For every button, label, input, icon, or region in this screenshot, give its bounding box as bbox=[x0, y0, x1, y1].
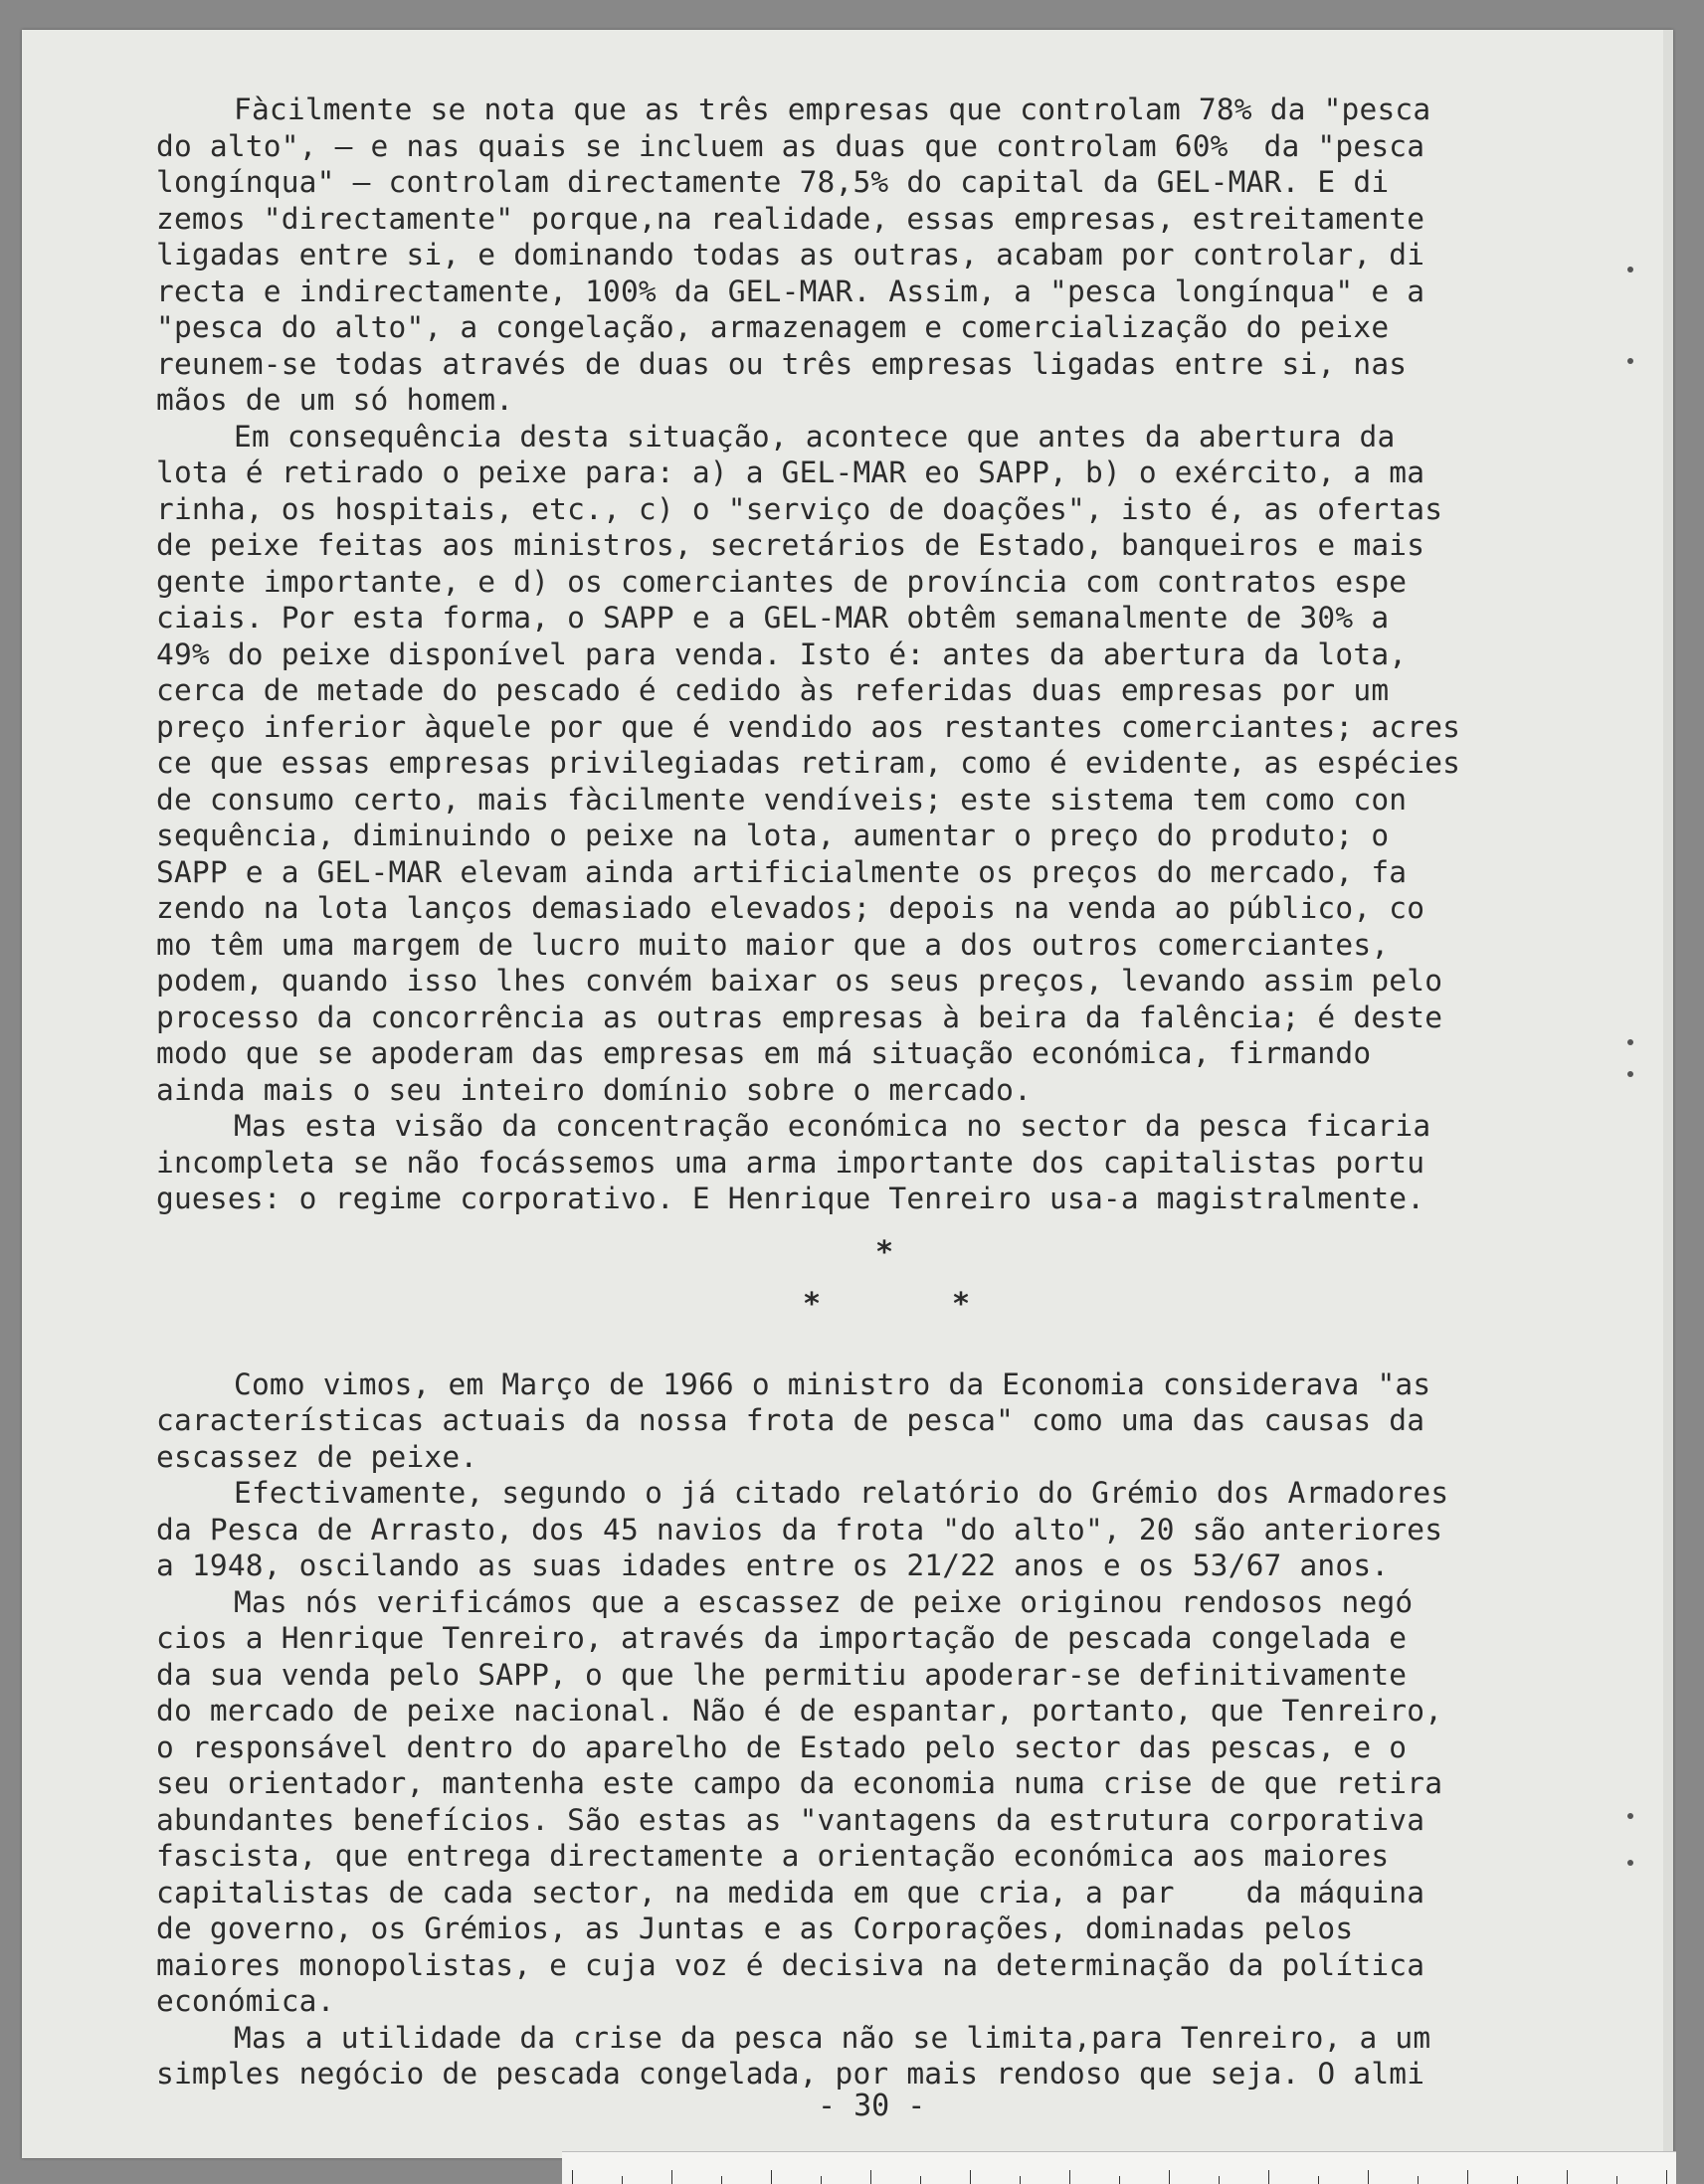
text-line: do mercado de peixe nacional. Não é de espantar, portanto, que Tenreiro, bbox=[156, 1694, 1443, 1728]
paragraph-6 bbox=[156, 1584, 1589, 2020]
paragraph-5 bbox=[156, 1475, 1589, 1584]
text-line: Em consequência desta situação, acontece que antes da abertura da bbox=[234, 419, 1396, 454]
text-line: SAPP e a GEL-MAR elevam ainda artificialmente os preços do mercado, fa bbox=[156, 854, 1408, 889]
document-page bbox=[22, 30, 1673, 2158]
text-line: zemos "directamente" porque,na realidade, essas empresas, estreitamente bbox=[156, 201, 1425, 236]
text-line: da Pesca de Arrasto, dos 45 navios da frota "do alto", 20 são anteriores bbox=[156, 1512, 1443, 1547]
ruler-tick bbox=[1368, 2170, 1369, 2184]
text-line: Mas nós verificámos que a escassez de peixe originou rendosos negó bbox=[234, 1584, 1414, 1619]
text-line: simples negócio de pescada congelada, por mais rendoso que seja. O almi bbox=[156, 2057, 1425, 2091]
ruler-tick bbox=[970, 2170, 971, 2184]
margin-mark bbox=[1627, 1071, 1633, 1077]
ruler-tick bbox=[771, 2170, 772, 2184]
text-line: gueses: o regime corporativo. E Henrique Tenreiro usa-a magistralmente. bbox=[156, 1182, 1425, 1215]
text-line: podem, quando isso lhes convém baixar os seus preços, levando assim pelo bbox=[156, 964, 1443, 998]
margin-mark bbox=[1627, 1039, 1633, 1045]
page-number: - 30 - bbox=[818, 2089, 926, 2123]
text-line: cios a Henrique Tenreiro, através da importação de pescada congelada e bbox=[156, 1621, 1408, 1655]
text-line: de consumo certo, mais fàcilmente vendíveis; este sistema tem como con bbox=[156, 782, 1408, 817]
text-line: o responsável dentro do aparelho de Estado pelo sector das pescas, e o bbox=[156, 1729, 1408, 1764]
text-line: ainda mais o seu inteiro domínio sobre o mercado. bbox=[156, 1072, 1033, 1107]
ruler-tick bbox=[1069, 2170, 1070, 2184]
page-edge bbox=[1663, 30, 1673, 2158]
asterisk-icon: * bbox=[952, 1286, 971, 1322]
text-line: Efectivamente, segundo o já citado relatório do Grémio dos Armadores bbox=[234, 1476, 1449, 1510]
text-line: "pesca do alto", a congelação, armazenagem e comercialização do peixe bbox=[156, 310, 1390, 344]
paragraph-2 bbox=[156, 419, 1589, 1109]
text-line: ligadas entre si, e dominando todas as outras, acabam por controlar, di bbox=[156, 238, 1425, 272]
text-line: lota é retirado o peixe para: a) a GEL-MAR eo SAPP, b) o exército, a ma bbox=[156, 455, 1425, 489]
text-line: Mas a utilidade da crise da pesca não se limita,para Tenreiro, a um bbox=[234, 2020, 1431, 2055]
asterisk-icon: * bbox=[875, 1234, 894, 1270]
paragraph-4 bbox=[156, 1366, 1589, 1476]
text-line: do alto", — e nas quais se incluem as duas que controlam 60% da "pesca bbox=[156, 128, 1425, 163]
ruler-tick bbox=[1567, 2170, 1568, 2184]
paragraph-1 bbox=[156, 91, 1589, 419]
text-line: gente importante, e d) os comerciantes de província com contratos espe bbox=[156, 564, 1408, 599]
document-body bbox=[156, 91, 1589, 2093]
asterisk-icon: * bbox=[803, 1286, 822, 1322]
text-line: mo têm uma margem de lucro muito maior que a dos outros comerciantes, bbox=[156, 927, 1390, 962]
ruler-tick bbox=[671, 2170, 672, 2184]
paragraph-7 bbox=[156, 2020, 1589, 2093]
text-line: a 1948, oscilando as suas idades entre os 21/22 anos e os 53/67 anos. bbox=[156, 1548, 1390, 1582]
text-line: modo que se apoderam das empresas em má situação económica, firmando bbox=[156, 1036, 1372, 1070]
scale-ruler bbox=[562, 2151, 1676, 2184]
ruler-tick bbox=[1666, 2170, 1667, 2184]
text-line: capitalistas de cada sector, na medida em que cria, a par da máquina bbox=[156, 1875, 1425, 1910]
text-line: Como vimos, em Março de 1966 o ministro da Economia considerava "as bbox=[234, 1366, 1431, 1401]
text-line: escassez de peixe. bbox=[156, 1439, 478, 1474]
text-line: recta e indirectamente, 100% da GEL-MAR. Assim, a "pesca longínqua" e a bbox=[156, 273, 1425, 308]
margin-mark bbox=[1627, 1813, 1633, 1819]
text-line: mãos de um só homem. bbox=[156, 383, 514, 417]
text-line: ciais. Por esta forma, o SAPP e a GEL-MAR obtêm semanalmente de 30% a bbox=[156, 601, 1390, 635]
text-line: fascista, que entrega directamente a orientação económica aos maiores bbox=[156, 1839, 1390, 1873]
text-line: de peixe feitas aos ministros, secretários de Estado, banqueiros e mais bbox=[156, 528, 1425, 562]
text-line: de governo, os Grémios, as Juntas e as Corporações, dominadas pelos bbox=[156, 1911, 1354, 1945]
text-line: longínqua" — controlam directamente 78,5% do capital da GEL-MAR. E di bbox=[156, 165, 1390, 199]
text-line: características actuais da nossa frota de pesca" como uma das causas da bbox=[156, 1403, 1425, 1437]
text-line: 49% do peixe disponível para venda. Isto é: antes da abertura da lota, bbox=[156, 637, 1408, 671]
text-line: abundantes benefícios. São estas as "vantagens da estrutura corporativa bbox=[156, 1802, 1425, 1837]
ruler-tick bbox=[1268, 2170, 1269, 2184]
text-line: Mas esta visão da concentração económica no sector da pesca ficaria bbox=[234, 1109, 1431, 1143]
margin-mark bbox=[1627, 267, 1633, 273]
text-line: da sua venda pelo SAPP, o que lhe permitiu apoderar-se definitivamente bbox=[156, 1657, 1408, 1692]
paragraph-3 bbox=[156, 1108, 1589, 1217]
ruler-tick bbox=[870, 2170, 871, 2184]
margin-mark bbox=[1627, 358, 1633, 364]
text-line: sequência, diminuindo o peixe na lota, aumentar o preço do produto; o bbox=[156, 819, 1390, 852]
text-line: reunem-se todas através de duas ou três empresas ligadas entre si, nas bbox=[156, 346, 1408, 381]
text-line: maiores monopolistas, e cuja voz é decisiva na determinação da política bbox=[156, 1947, 1425, 1982]
ruler-tick bbox=[572, 2170, 573, 2184]
text-line: preço inferior àquele por que é vendido aos restantes comerciantes; acres bbox=[156, 709, 1461, 744]
text-line: incompleta se não focássemos uma arma importante dos capitalistas portu bbox=[156, 1145, 1425, 1180]
text-line: cerca de metade do pescado é cedido às referidas duas empresas por um bbox=[156, 673, 1390, 707]
section-separator bbox=[156, 1235, 1589, 1353]
margin-mark bbox=[1627, 1860, 1633, 1866]
text-line: seu orientador, mantenha este campo da economia numa crise de que retira bbox=[156, 1766, 1443, 1800]
text-line: rinha, os hospitais, etc., c) o "serviço de doações", isto é, as ofertas bbox=[156, 491, 1443, 526]
text-line: zendo na lota lanços demasiado elevados; depois na venda ao público, co bbox=[156, 891, 1425, 925]
text-line: ce que essas empresas privilegiadas retiram, como é evidente, as espécies bbox=[156, 746, 1461, 780]
text-line: processo da concorrência as outras empresas à beira da falência; é deste bbox=[156, 1000, 1443, 1034]
ruler-tick bbox=[1467, 2170, 1468, 2184]
text-line: Fàcilmente se nota que as três empresas que controlam 78% da "pesca bbox=[234, 92, 1431, 126]
text-line: económica. bbox=[156, 1984, 335, 2018]
ruler-tick bbox=[1169, 2170, 1170, 2184]
